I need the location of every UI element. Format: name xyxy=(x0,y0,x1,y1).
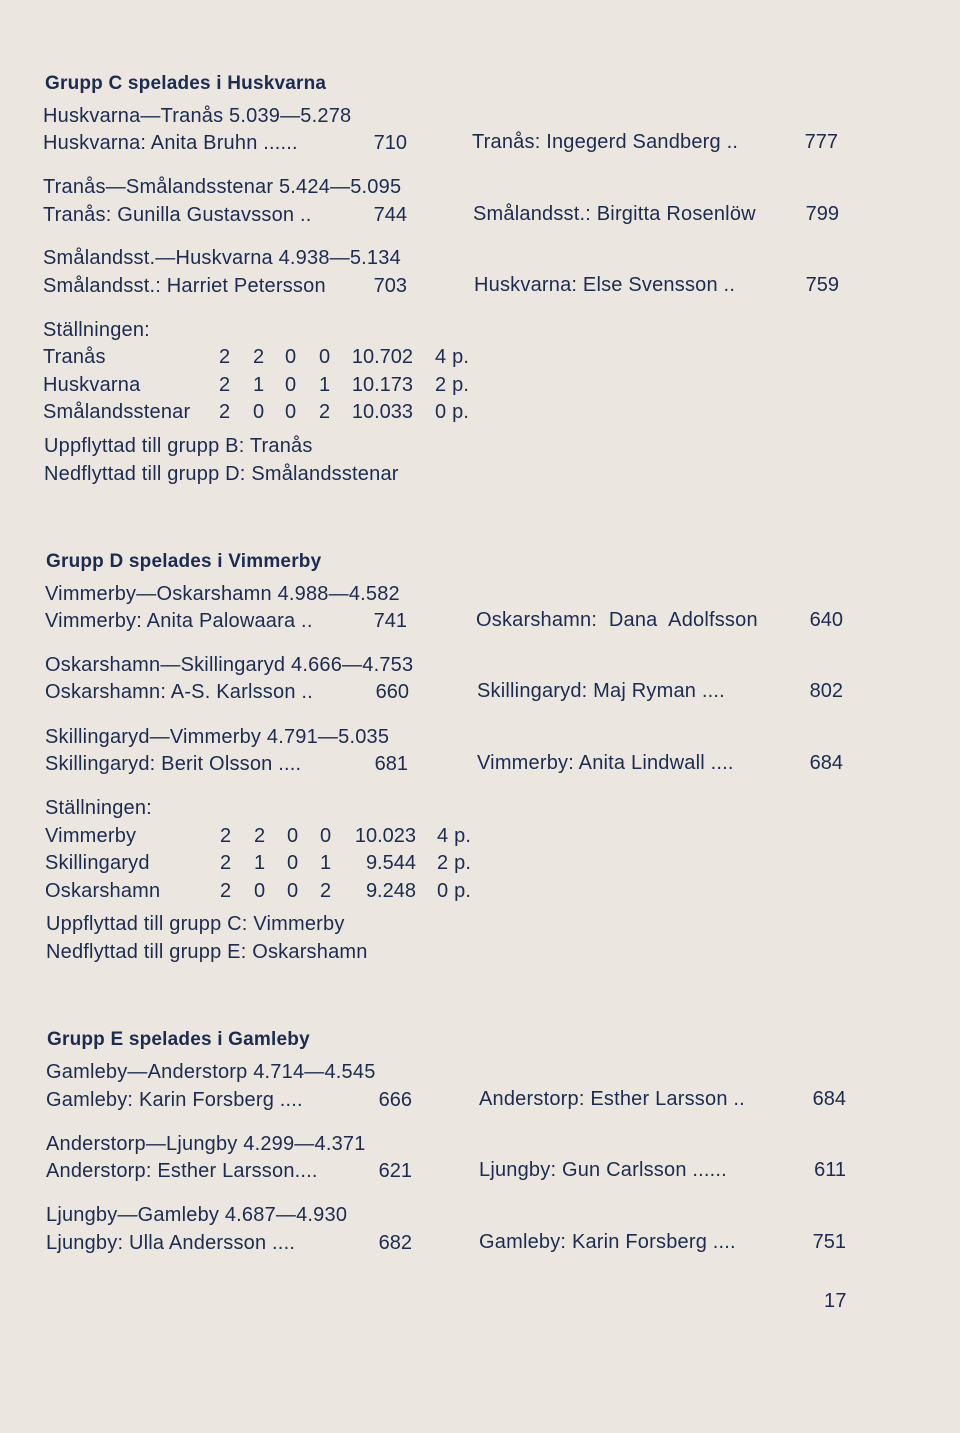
standings-played: 2 xyxy=(220,880,232,902)
standings-won: 2 xyxy=(253,346,265,368)
player-entry: Smålandsst.: Harriet Petersson xyxy=(43,275,326,297)
page-number: 17 xyxy=(824,1290,847,1312)
player-score: 640 xyxy=(809,609,843,631)
standings-points: 4 p. xyxy=(435,346,470,368)
player-score: 660 xyxy=(375,681,409,703)
standings-lost: 2 xyxy=(320,880,332,902)
promotion-note: Uppflyttad till grupp B: Tranås xyxy=(44,435,313,457)
standings-points: 2 p. xyxy=(435,374,470,396)
player-entry: Anderstorp: Esther Larsson .. xyxy=(479,1088,745,1110)
standings-played: 2 xyxy=(219,374,231,396)
standings-total: 10.033 xyxy=(351,401,413,423)
standings-drawn: 0 xyxy=(287,880,299,902)
group-e-heading: Grupp E spelades i Gamleby xyxy=(47,1029,310,1050)
standings-won: 1 xyxy=(253,374,265,396)
match-result: Smålandsst.—Huskvarna 4.938—5.134 xyxy=(43,247,401,269)
standings-total: 9.544 xyxy=(365,852,416,874)
player-entry: Gamleby: Karin Forsberg .... xyxy=(479,1231,736,1253)
player-score: 777 xyxy=(804,131,838,153)
standings-lost: 0 xyxy=(319,346,331,368)
player-entry: Skillingaryd: Maj Ryman .... xyxy=(477,680,725,702)
player-score: 751 xyxy=(812,1231,846,1253)
player-entry: Huskvarna: Anita Bruhn ...... xyxy=(43,132,298,154)
match-result: Tranås—Smålandsstenar 5.424—5.095 xyxy=(43,176,402,198)
standings-team: Smålandsstenar xyxy=(43,401,191,423)
standings-team: Vimmerby xyxy=(45,825,137,847)
standings-label: Ställningen: xyxy=(45,797,152,819)
group-d-heading: Grupp D spelades i Vimmerby xyxy=(46,551,322,572)
standings-team: Tranås xyxy=(43,346,106,368)
standings-won: 1 xyxy=(254,852,266,874)
standings-played: 2 xyxy=(220,825,232,847)
standings-drawn: 0 xyxy=(285,346,297,368)
relegation-note: Nedflyttad till grupp E: Oskarshamn xyxy=(46,941,368,963)
standings-played: 2 xyxy=(220,852,232,874)
standings-total: 10.702 xyxy=(351,346,413,368)
standings-team: Huskvarna xyxy=(43,374,141,396)
standings-played: 2 xyxy=(219,346,231,368)
player-score: 703 xyxy=(373,275,407,297)
player-score: 681 xyxy=(374,753,408,775)
standings-lost: 2 xyxy=(319,401,331,423)
match-result: Ljungby—Gamleby 4.687—4.930 xyxy=(46,1204,348,1226)
player-score: 611 xyxy=(814,1159,846,1181)
match-result: Skillingaryd—Vimmerby 4.791—5.035 xyxy=(45,726,390,748)
standings-won: 2 xyxy=(254,825,266,847)
standings-won: 0 xyxy=(253,401,265,423)
relegation-note: Nedflyttad till grupp D: Smålandsstenar xyxy=(44,463,399,485)
match-result: Gamleby—Anderstorp 4.714—4.545 xyxy=(46,1061,376,1083)
promotion-note: Uppflyttad till grupp C: Vimmerby xyxy=(46,913,345,935)
standings-total: 10.173 xyxy=(351,374,413,396)
match-result: Oskarshamn—Skillingaryd 4.666—4.753 xyxy=(45,654,414,676)
standings-lost: 1 xyxy=(319,374,331,396)
standings-team: Skillingaryd xyxy=(45,852,150,874)
player-entry: Oskarshamn: A-S. Karlsson .. xyxy=(45,681,313,703)
player-score: 684 xyxy=(812,1088,846,1110)
player-score: 741 xyxy=(373,610,407,632)
standings-points: 0 p. xyxy=(437,880,472,902)
player-entry: Ljungby: Ulla Andersson .... xyxy=(46,1232,296,1254)
player-entry: Anderstorp: Esther Larsson.... xyxy=(46,1160,318,1182)
match-result: Anderstorp—Ljungby 4.299—4.371 xyxy=(46,1133,366,1155)
player-entry: Smålandsst.: Birgitta Rosenlöw xyxy=(473,203,756,225)
standings-points: 4 p. xyxy=(437,825,472,847)
standings-drawn: 0 xyxy=(287,825,299,847)
player-score: 802 xyxy=(809,680,843,702)
standings-total: 9.248 xyxy=(365,880,416,902)
match-result: Vimmerby—Oskarshamn 4.988—4.582 xyxy=(45,583,400,605)
match-result: Huskvarna—Tranås 5.039—5.278 xyxy=(43,105,352,127)
player-entry: Huskvarna: Else Svensson .. xyxy=(474,274,736,296)
player-score: 759 xyxy=(805,274,839,296)
standings-won: 0 xyxy=(254,880,266,902)
standings-drawn: 0 xyxy=(287,852,299,874)
player-entry: Oskarshamn: Dana Adolfsson xyxy=(476,609,758,631)
player-entry: Tranås: Ingegerd Sandberg .. xyxy=(472,131,739,153)
group-c-heading: Grupp C spelades i Huskvarna xyxy=(45,73,327,94)
player-entry: Skillingaryd: Berit Olsson .... xyxy=(45,753,302,775)
standings-drawn: 0 xyxy=(285,401,297,423)
standings-label: Ställningen: xyxy=(43,319,150,341)
player-score: 684 xyxy=(809,752,843,774)
player-entry: Vimmerby: Anita Palowaara .. xyxy=(45,610,313,632)
player-score: 799 xyxy=(805,203,839,225)
player-score: 621 xyxy=(378,1160,412,1182)
standings-points: 2 p. xyxy=(437,852,472,874)
standings-team: Oskarshamn xyxy=(45,880,161,902)
standings-lost: 0 xyxy=(320,825,332,847)
player-score: 666 xyxy=(378,1089,412,1111)
standings-points: 0 p. xyxy=(435,401,470,423)
standings-lost: 1 xyxy=(320,852,332,874)
player-score: 744 xyxy=(373,204,407,226)
player-entry: Gamleby: Karin Forsberg .... xyxy=(46,1089,303,1111)
standings-drawn: 0 xyxy=(285,374,297,396)
player-entry: Tranås: Gunilla Gustavsson .. xyxy=(43,204,312,226)
standings-total: 10.023 xyxy=(354,825,416,847)
standings-played: 2 xyxy=(219,401,231,423)
player-entry: Vimmerby: Anita Lindwall .... xyxy=(477,752,734,774)
player-score: 682 xyxy=(378,1232,412,1254)
player-entry: Ljungby: Gun Carlsson ...... xyxy=(479,1159,727,1181)
player-score: 710 xyxy=(373,132,407,154)
